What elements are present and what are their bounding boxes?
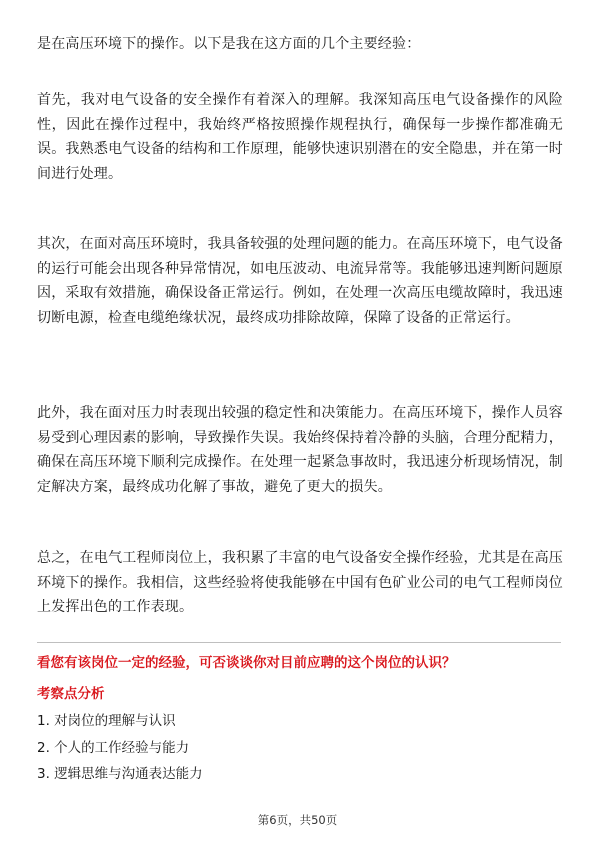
analysis-points-list [37, 708, 203, 788]
paragraph-first-point: 首先，我对电气设备的安全操作有着深入的理解。我深知高压电气设备操作的风险性，因此在操作过程中，我始终严格按照操作规程执行，确保每一步操作都准确无误。我熟悉电气设备的结构和工作原理，能够快速识别潜在的安全隐患，并在第一时间进行处理。 [37, 92, 563, 182]
page-number: 第6页，共50页 [257, 813, 338, 827]
interview-question: 看您有该岗位一定的经验，可否谈谈你对目前应聘的这个岗位的认识？ [37, 655, 456, 671]
paragraph-conclusion: 总之，在电气工程师岗位上，我积累了丰富的电气设备安全操作经验，尤其是在高压环境下的操作。我相信，这些经验将使我能够在中国有色矿业公司的电气工程师岗位上发挥出色的工作表现。 [37, 550, 563, 615]
analysis-point: 2. 个人的工作经验与能力 [37, 739, 190, 756]
analysis-point: 1. 对岗位的理解与认识 [37, 713, 176, 729]
paragraph-second-point: 其次，在面对高压环境时，我具备较强的处理问题的能力。在高压环境下，电气设备的运行可能会出现各种异常情况，如电压波动、电流异常等。我能够迅速判断问题原因，采取有效措施，确保设备正常运行。例如，在处理一次高压电缆故障时，我迅速切断电源，检查电缆绝缘状况，最终成功排除故障，保障了设备的正常运行。 [37, 236, 563, 326]
analysis-heading: 考察点分析 [37, 686, 105, 702]
section-divider [37, 642, 561, 643]
paragraph-intro-continuation: 是在高压环境下的操作。以下是我在这方面的几个主要经验： [37, 36, 421, 52]
paragraph-third-point: 此外，我在面对压力时表现出较强的稳定性和决策能力。在高压环境下，操作人员容易受到心理因素的影响，导致操作失误。我始终保持着冷静的头脑，合理分配精力，确保在高压环境下顺利完成操作。在处理一起紧急事故时，我迅速分析现场情况，制定解决方案，最终成功化解了事故，避免了更大的损失。 [37, 405, 563, 495]
analysis-point: 3. 逻辑思维与沟通表达能力 [37, 766, 203, 782]
